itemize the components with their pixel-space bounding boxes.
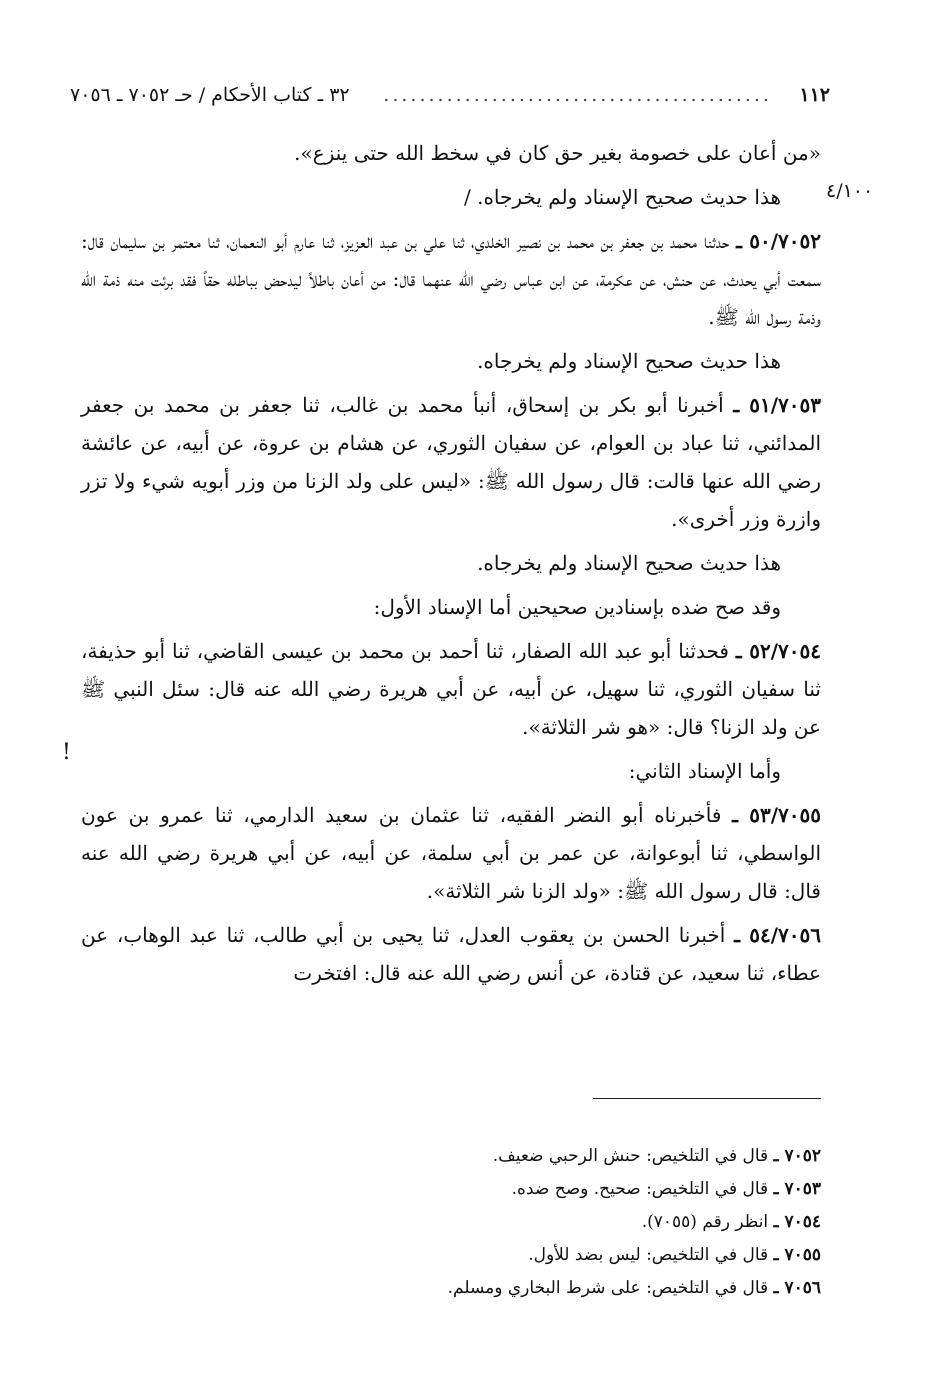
paragraph: [81, 178, 821, 216]
hadith-paragraph: [81, 386, 821, 538]
hadith-number: ٥٤/٧٠٥٦ ـ: [734, 923, 821, 947]
hadith-number: ٥٠/٧٠٥٢ ـ: [736, 229, 821, 253]
paragraph-text: أخبرنا الحسن بن يعقوب العدل، ثنا يحيى بن أبي طالب، ثنا عبد الوهاب، عن عطاء، ثنا سعيد، عن قتادة، عن أنس رضي الله عنه قال: افتخرت: [81, 923, 821, 985]
paragraph-text: هذا حديث صحيح الإسناد ولم يخرجاه.: [477, 551, 781, 575]
footnote-number: ٧٠٥٤ ـ: [773, 1212, 821, 1232]
hadith-number: ٥٢/٧٠٥٤ ـ: [735, 639, 822, 663]
footnote-text: قال في التلخيص: ليس بضد للأول.: [528, 1245, 769, 1265]
paragraph-text: فأخبرناه أبو النضر الفقيه، ثنا عثمان بن سعيد الدارمي، ثنا عمرو بن عون الواسطي، ثنا أبوعوانة، عن عمر بن أبي سلمة، عن أبيه، عن أبي هريرة رضي الله عنه قال: قال رسول الله ﷺ: «ولد الزنا شر الثلاثة».: [81, 803, 821, 903]
footnote-number: ٧٠٥٢ ـ: [773, 1146, 821, 1166]
footnotes: [81, 1140, 821, 1305]
footnote-text: قال في التلخيص: على شرط البخاري ومسلم.: [447, 1278, 769, 1298]
paragraph-text: حدثنا محمد بن جعفر بن محمد بن نصير الخلدي، ثنا علي بن عبد العزيز، ثنا عارم أبو النعمان، ثنا معتمر بن سليمان قال: سمعت أبي يحدث، عن حنش، عن عكرمة، عن ابن عباس رضي الله عنهما قال: من أعان باطلاً ليدحض بباطله حقاً فقد برئت منه ذمة الله وذمة رسول الله ﷺ.: [81, 229, 821, 329]
paragraph-text: فحدثنا أبو عبد الله الصفار، ثنا أحمد بن محمد بن عيسى القاضي، ثنا أبو حذيفة، ثنا سفيان الثوري، ثنا سهيل، عن أبيه، عن أبي هريرة رضي الله عنه قال: سئل النبي ﷺ عن ولد الزنا؟ قال: «هو شر الثلاثة».: [81, 639, 821, 739]
paragraph: [81, 588, 821, 626]
hadith-paragraph: [81, 916, 821, 992]
margin-mark: !: [62, 740, 71, 765]
paragraph: [81, 544, 821, 582]
page-header: [70, 78, 830, 112]
footnote-number: ٧٠٥٦ ـ: [773, 1278, 821, 1298]
footnote: [81, 1140, 821, 1173]
footnote-number: ٧٠٥٣ ـ: [773, 1179, 821, 1199]
paragraph: [81, 752, 821, 790]
hadith-number: ٥١/٧٠٥٣ ـ: [733, 393, 822, 417]
hadith-paragraph: [81, 222, 821, 336]
page-number: ١١٢: [799, 84, 830, 106]
margin-volume-page-note: ٤/١٠٠: [826, 180, 874, 202]
footnote-text: قال في التلخيص: حنش الرحبي ضعيف.: [492, 1146, 769, 1166]
paragraph: [81, 342, 821, 380]
paragraph-text: وأما الإسناد الثاني:: [628, 759, 781, 783]
hadith-paragraph: [81, 796, 821, 910]
paragraph-text: أخبرنا أبو بكر بن إسحاق، أنبأ محمد بن غالب، ثنا جعفر بن محمد بن جعفر المدائني، ثنا عباد بن العوام، عن سفيان الثوري، عن هشام بن عروة، عن أبيه، عن عائشة رضي الله عنها قالت: قال رسول الله ﷺ: «ليس على ولد الزنا من وزر أبويه شيء ولا تزر وازرة وزر أخرى».: [81, 393, 821, 531]
footnote: [81, 1173, 821, 1206]
paragraph-text: هذا حديث صحيح الإسناد ولم يخرجاه.: [477, 349, 781, 373]
footnote-text: قال في التلخيص: صحيح. وصح ضده.: [511, 1179, 769, 1199]
footnote: [81, 1239, 821, 1272]
paragraph-text: هذا حديث صحيح الإسناد ولم يخرجاه. /: [463, 185, 781, 209]
header-leader-dots: ...........................................: [383, 84, 772, 106]
footnote-number: ٧٠٥٥ ـ: [773, 1245, 821, 1265]
main-text: [81, 134, 821, 998]
footnote-text: انظر رقم (٧٠٥٥).: [641, 1212, 769, 1232]
paragraph: [81, 134, 821, 172]
running-title: ٣٢ ـ كتاب الأحكام / حـ ٧٠٥٢ ـ ٧٠٥٦: [70, 84, 350, 106]
hadith-paragraph: [81, 632, 821, 746]
hadith-number: ٥٣/٧٠٥٥ ـ: [732, 803, 822, 827]
footnote: [81, 1272, 821, 1305]
paragraph-text: وقد صح ضده بإسنادين صحيحين أما الإسناد الأول:: [373, 595, 781, 619]
paragraph-text: «من أعان على خصومة بغير حق كان في سخط الله حتى ينزع».: [294, 141, 821, 165]
footnote: [81, 1206, 821, 1239]
footnote-divider: [593, 1098, 821, 1099]
